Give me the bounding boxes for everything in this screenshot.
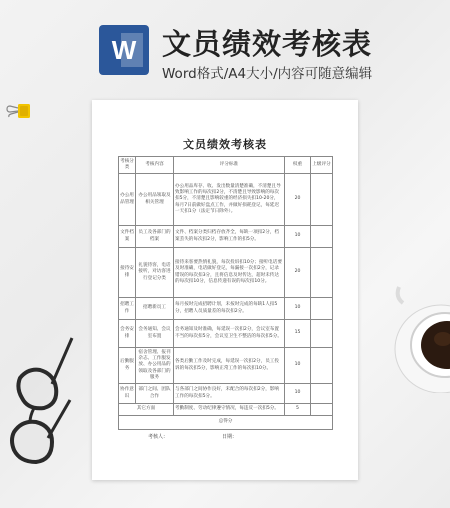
- standard-cell: 考勤制度、劳动纪律遵守情况，每违反一次扣5分。: [174, 404, 285, 416]
- standard-cell: 每月按时完成招聘计划，未按时完成的每缺1人扣5分，招聘人员质量差的每次扣2分。: [174, 298, 285, 320]
- category-cell: 接待安排: [119, 248, 136, 298]
- document-title: 文员绩效考核表: [183, 138, 267, 151]
- total-label: 总得分: [119, 416, 333, 430]
- standard-cell: 接待来客要热情礼貌，每次投诉扣10分；接听电话要及时准确，电话做好登记，每漏接一次扣2分，记录错误的每次扣3分，且将信息及时传达，超时未传达的每次扣10分，信息传递有误的每次扣10分。: [174, 248, 285, 298]
- page-title: 文员绩效考核表: [162, 27, 373, 61]
- weight-cell: 10: [285, 384, 311, 404]
- weight-cell: 10: [285, 226, 311, 248]
- category-cell: 其它方面: [119, 404, 174, 416]
- date-label: 日期：: [222, 434, 238, 440]
- score-cell: [311, 226, 333, 248]
- table-row: [119, 384, 333, 404]
- content-cell: 会务通知、会议室布置: [136, 320, 174, 348]
- weight-cell: 10: [285, 298, 311, 320]
- page-subtitle: Word格式/A4大小/内容可随意编辑: [162, 66, 373, 82]
- score-cell: [311, 384, 333, 404]
- total-row: [119, 416, 333, 430]
- content-cell: 办公用品领取及相关管理: [136, 174, 174, 226]
- assessment-table: [118, 156, 333, 430]
- score-cell: [311, 404, 333, 416]
- standard-cell: 会务通知及时准确，每延误一次扣2分，会议室布置不当的每次扣5分，会议室卫生不整洁的每次扣5分。: [174, 320, 285, 348]
- standard-cell: 文件、档案分类归档存放齐全，每缺一项扣2分，档案丢失的每次扣2分，影响工作的扣5分。: [174, 226, 285, 248]
- assessor-label: 考核人：: [148, 434, 169, 440]
- content-cell: 招聘新员工: [136, 298, 174, 320]
- coffee-cup-icon: [393, 283, 450, 393]
- weight-cell: 20: [285, 174, 311, 226]
- score-cell: [311, 320, 333, 348]
- table-row: [119, 174, 333, 226]
- score-cell: [311, 348, 333, 384]
- table-row: [119, 348, 333, 384]
- content-cell: 礼貌待客，电话接听，对访客进行登记分类: [136, 248, 174, 298]
- table-header-row: [119, 157, 333, 174]
- column-header: 评分标准: [174, 157, 285, 174]
- weight-cell: 5: [285, 404, 311, 416]
- category-cell: 文件档案: [119, 226, 136, 248]
- standard-cell: 各类后勤工作及时完成，每延误一次扣2分，员工投诉的每次扣5分，影响正常工作的每次扣10分。: [174, 348, 285, 384]
- weight-cell: 20: [285, 248, 311, 298]
- content-cell: 部门之间、团队合作: [136, 384, 174, 404]
- category-cell: 协作意识: [119, 384, 136, 404]
- weight-cell: 10: [285, 348, 311, 384]
- category-cell: 后勤服务: [119, 348, 136, 384]
- column-header: 权重: [285, 157, 311, 174]
- glasses-icon: [6, 330, 76, 480]
- standard-cell: 与各部门之间协作良好，未配合的每次扣2分，影响工作的每次扣5分。: [174, 384, 285, 404]
- column-header: 考核内容: [136, 157, 174, 174]
- standard-cell: 办公用品库存、收、发出数量清楚准确，不清楚且导致影响工作的每次扣2分，不清楚且导致影响的每次扣5分，不清楚且影响较重的经济损失扣10-20分，每月7日前做好盘点工作，并做好损耗登记，每延迟一天扣1分（法定节日除外）。: [174, 174, 285, 226]
- category-cell: 会务安排: [119, 320, 136, 348]
- score-cell: [311, 298, 333, 320]
- score-cell: [311, 174, 333, 226]
- word-logo-icon: [99, 25, 149, 75]
- table-row: [119, 320, 333, 348]
- score-cell: [311, 248, 333, 298]
- content-cell: 宿舍管理、报刊杂志、工作服发放、办公用品的领取及各部门的服务: [136, 348, 174, 384]
- table-row: [119, 298, 333, 320]
- binder-clip-icon: [6, 103, 36, 119]
- document-page: [92, 100, 358, 480]
- column-header: 考核分类: [119, 157, 136, 174]
- table-row: [119, 404, 333, 416]
- column-header: 上级评分: [311, 157, 333, 174]
- table-row: [119, 226, 333, 248]
- table-row: [119, 248, 333, 298]
- weight-cell: 15: [285, 320, 311, 348]
- content-cell: 员工及各部门的档案: [136, 226, 174, 248]
- word-letter: W: [111, 34, 137, 65]
- category-cell: 办公用品管理: [119, 174, 136, 226]
- category-cell: 招聘工作: [119, 298, 136, 320]
